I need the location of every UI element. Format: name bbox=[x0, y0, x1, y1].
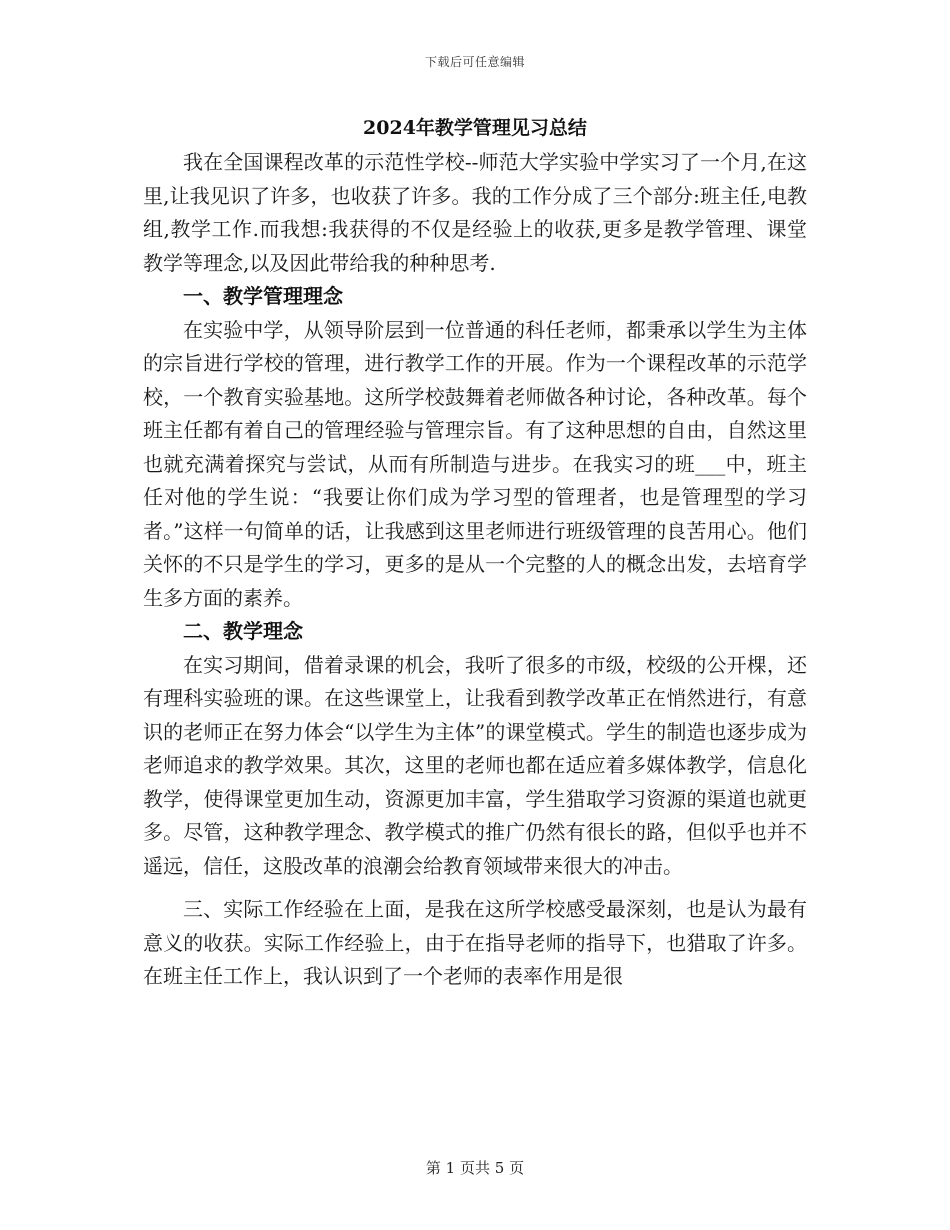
section-heading-1: 一、教学管理理念 bbox=[183, 284, 343, 308]
page-footer: 第 1 页共 5 页 bbox=[425, 1159, 525, 1177]
section-paragraph-1: 在实验中学，从领导阶层到一位普通的科任老师，都秉承以学生为主体的宗旨进行学校的管理，进行教学工作的开展。作为一个课程改革的示范学校，一个教育实验基地。这所学校鼓舞着老师做各种讨论，各种改革。每个班主任都有着自己的管理经验与管理宗旨。有了这种思想的自由，自然这里也就充满着探究与尝试，从而有所制造与进步。在我实习的班___中，班主任对他的学生说：“我要让你们成为学习型的管理者，也是管理型的学习者。”这样一句简单的话，让我感到这里老师进行班级管理的良苦用心。他们关怀的不只是学生的学习，更多的是从一个完整的人的概念出发，去培育学生多方面的素养。 bbox=[143, 317, 807, 610]
document-title: 2024年教学管理见习总结 bbox=[363, 117, 587, 139]
section-paragraph-2: 在实习期间，借着录课的机会，我听了很多的市级，校级的公开棵，还有理科实验班的课。在这些课堂上，让我看到教学改革正在悄然进行，有意识的老师正在努力体会“以学生为主体”的课堂模式。学生的制造也逐步成为老师追求的教学效果。其次，这里的老师也都在适应着多媒体教学，信息化教学，使得课堂更加生动，资源更加丰富，学生猎取学习资源的渠道也就更多。尽管，这种教学理念、教学模式的推广仍然有很长的路，但似乎也并不遥远，信任，这股改革的浪潮会给教育领域带来很大的冲击。 bbox=[143, 652, 807, 878]
paragraph-gap bbox=[143, 883, 807, 893]
section-heading-2: 二、教学理念 bbox=[183, 619, 303, 643]
document-body bbox=[143, 146, 807, 994]
section-paragraph-3: 三、实际工作经验在上面，是我在这所学校感受最深刻，也是认为最有意义的收获。实际工作经验上，由于在指导老师的指导下，也猎取了许多。在班主任工作上，我认识到了一个老师的表率作用是很 bbox=[143, 897, 807, 988]
header-note: 下载后可任意编辑 bbox=[424, 55, 525, 69]
intro-paragraph: 我在全国课程改革的示范性学校--师范大学实验中学实习了一个月,在这里,让我见识了许多，也收获了许多。我的工作分成了三个部分:班主任,电教组,教学工作.而我想:我获得的不仅是经验上的收获,更多是教学管理、课堂教学等理念,以及因此带给我的种种思考. bbox=[143, 150, 807, 275]
